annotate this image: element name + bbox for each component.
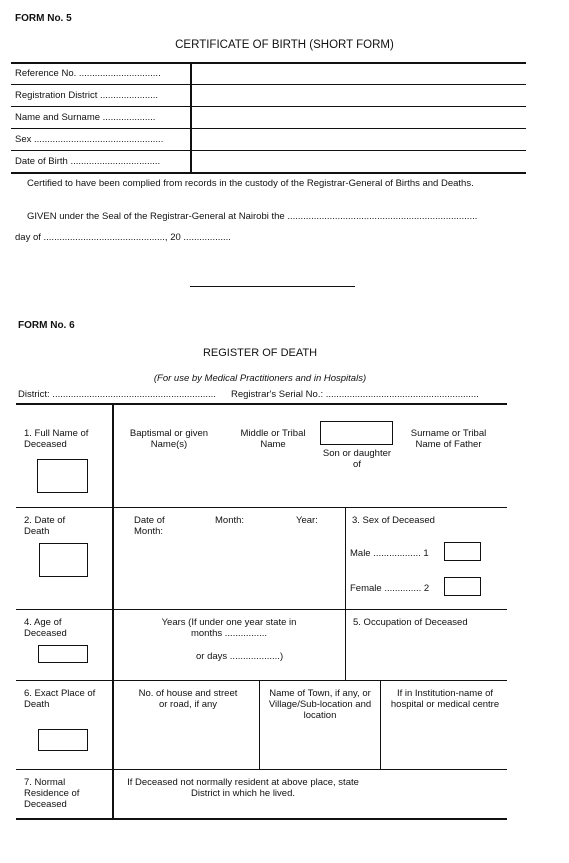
years-instruction: Years (If under one year state in months ................ bbox=[161, 617, 297, 639]
form5-number: FORM No. 5 bbox=[15, 13, 72, 24]
year-heading: Year: bbox=[296, 515, 318, 526]
surname-of-father-heading: Surname or Tribal Name of Father bbox=[410, 428, 487, 450]
female-option: Female .............. 2 bbox=[350, 583, 430, 594]
male-option: Male .................. 1 bbox=[350, 548, 429, 559]
form6-title: REGISTER OF DEATH bbox=[202, 347, 318, 359]
certified-statement: Certified to have been complied from records in the custody of the Registrar-General of Births and Deaths. bbox=[27, 178, 474, 189]
field-reference-no: Reference No. ............................... bbox=[15, 68, 161, 79]
baptismal-name-heading: Baptismal or given Name(s) bbox=[129, 428, 209, 450]
form5-title: CERTIFICATE OF BIRTH (SHORT FORM) bbox=[175, 39, 394, 51]
full-name-box[interactable] bbox=[37, 459, 88, 493]
age-box[interactable] bbox=[38, 645, 88, 663]
son-daughter-box[interactable] bbox=[320, 421, 393, 445]
field-name-and-surname: Name and Surname .................... bbox=[15, 112, 156, 123]
field-sex: Sex ................................................. bbox=[15, 134, 164, 145]
section-full-name-label: 1. Full Name of Deceased bbox=[24, 428, 89, 450]
town-village-heading: Name of Town, if any, or Village/Sub-location and location bbox=[268, 688, 372, 721]
registrar-serial-line: Registrar's Serial No.: .......................................................... bbox=[231, 389, 479, 400]
date-of-birth-entry[interactable] bbox=[192, 152, 525, 172]
son-or-daughter-of: Son or daughter of bbox=[322, 448, 392, 470]
form6-subtitle: (For use by Medical Practitioners and in Hospitals) bbox=[153, 373, 367, 384]
female-checkbox[interactable] bbox=[444, 577, 481, 596]
house-street-heading: No. of house and street or road, if any bbox=[138, 688, 238, 710]
male-checkbox[interactable] bbox=[444, 542, 481, 561]
form6-number: FORM No. 6 bbox=[18, 320, 75, 331]
middle-tribal-name-heading: Middle or Tribal Name bbox=[240, 428, 306, 450]
section-date-of-death-label: 2. Date of Death bbox=[24, 515, 66, 537]
place-of-death-box[interactable] bbox=[38, 729, 88, 751]
or-days-line: or days ...................) bbox=[196, 651, 284, 662]
given-under-seal: GIVEN under the Seal of the Registrar-General at Nairobi the ........................................................................ bbox=[27, 211, 478, 222]
residence-note: If Deceased not normally resident at above place, state District in which he lived. bbox=[127, 777, 359, 799]
reference-no-entry[interactable] bbox=[192, 64, 525, 84]
field-registration-district: Registration District ...................... bbox=[15, 90, 159, 101]
signature-line bbox=[190, 286, 355, 287]
month-heading: Month: bbox=[215, 515, 245, 526]
field-date-of-birth: Date of Birth .................................. bbox=[15, 156, 161, 167]
name-and-surname-entry[interactable] bbox=[192, 108, 525, 128]
institution-heading: If in Institution-name of hospital or medical centre bbox=[390, 688, 500, 710]
section-occupation-label: 5. Occupation of Deceased bbox=[353, 617, 468, 628]
registration-district-entry[interactable] bbox=[192, 86, 525, 106]
section-normal-residence-label: 7. Normal Residence of Deceased bbox=[24, 777, 80, 810]
date-of-month-heading: Date of Month: bbox=[134, 515, 165, 537]
day-of-line: day of .............................................., 20 .................. bbox=[15, 232, 231, 243]
section-age-label: 4. Age of Deceased bbox=[24, 617, 67, 639]
date-of-death-box[interactable] bbox=[39, 543, 88, 577]
section-sex-label: 3. Sex of Deceased bbox=[352, 515, 435, 526]
sex-entry[interactable] bbox=[192, 130, 525, 150]
section-place-of-death-label: 6. Exact Place of Death bbox=[24, 688, 96, 710]
district-line: District: .............................................................. bbox=[18, 389, 216, 400]
